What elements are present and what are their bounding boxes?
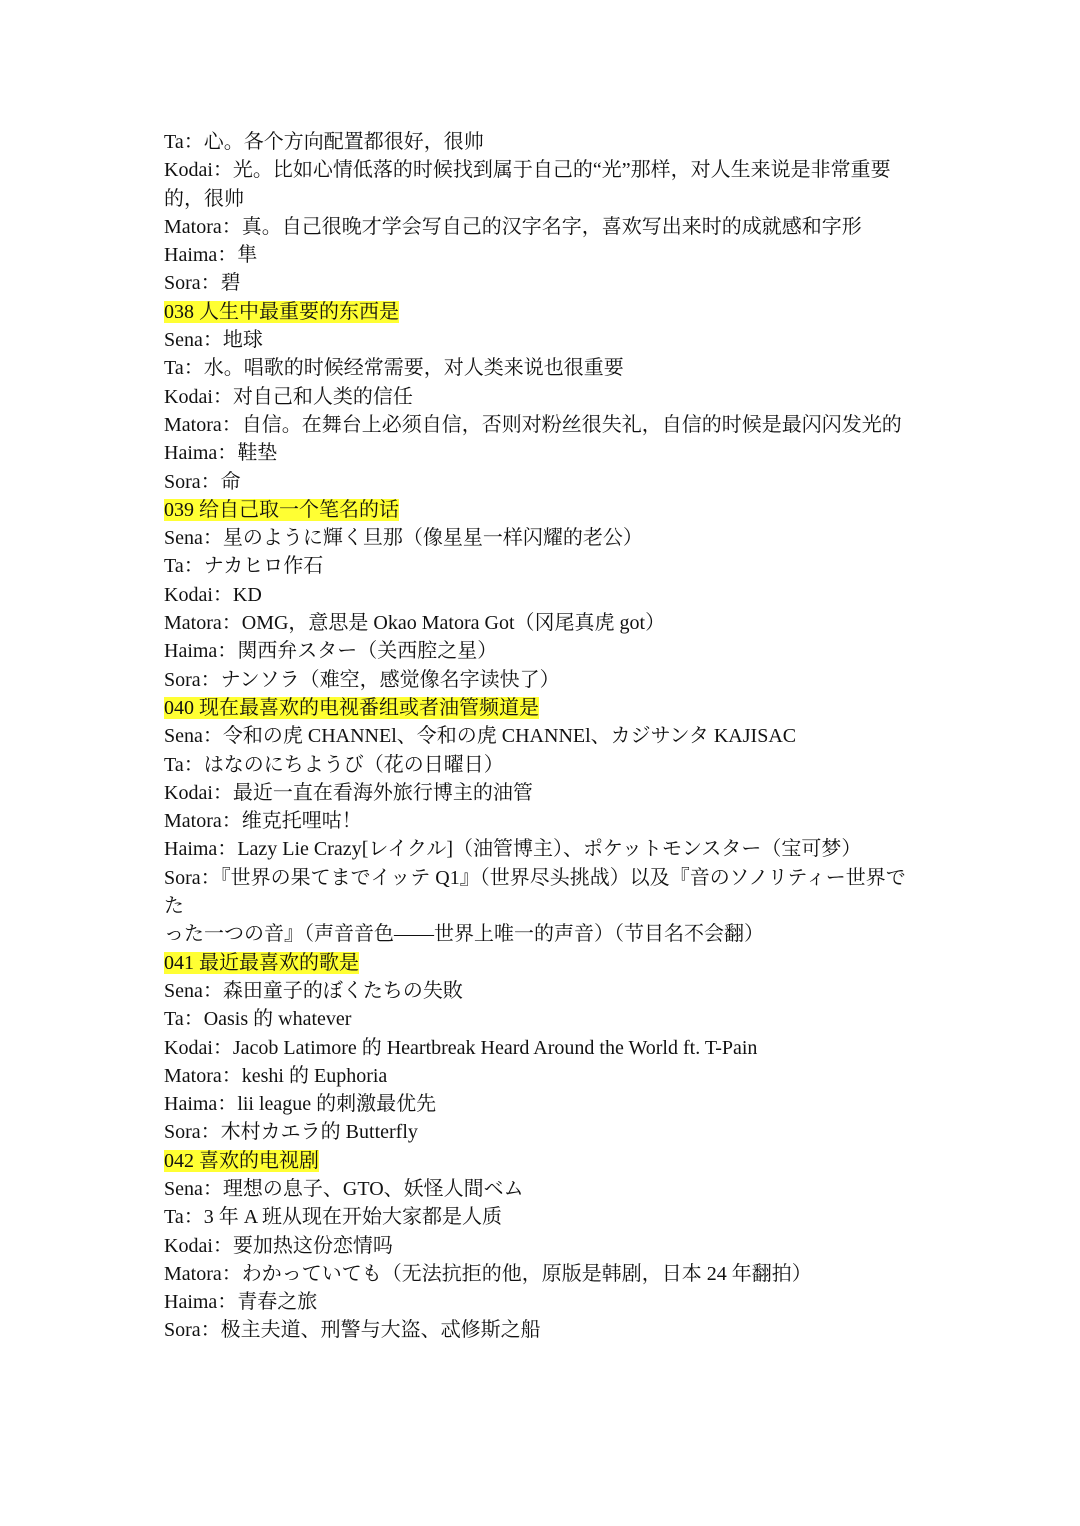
answer-text: keshi 的 Euphoria (241, 1064, 388, 1087)
answer-line (164, 439, 924, 467)
question-heading (164, 298, 924, 326)
speaker-name: Ta： (164, 1206, 204, 1229)
speaker-name: Kodai： (164, 159, 233, 182)
highlighted-question-text: 040 现在最喜欢的电视番组或者油管频道是 (164, 696, 539, 719)
speaker-name: Ta： (164, 753, 204, 776)
speaker-name: Sora： (164, 1319, 221, 1342)
answer-text: ナンソラ（难空，感觉像名字读快了） (220, 668, 560, 691)
speaker-name: Sora： (164, 668, 221, 691)
document-page (164, 128, 924, 1345)
speaker-name: Ta： (164, 357, 204, 380)
answer-text: 维克托哩咕！ (241, 810, 362, 833)
answer-text: 鞋垫 (237, 442, 278, 465)
answer-line (164, 1005, 924, 1033)
answer-text: 真。自己很晚才学会写自己的汉字名字，喜欢写出来时的成就感和字形 (241, 215, 862, 238)
speaker-name: Kodai： (164, 1036, 233, 1059)
speaker-name: Haima： (164, 640, 238, 663)
answer-line (164, 524, 924, 552)
answer-text: Jacob Latimore 的 Heartbreak Heard Around the World ft. T-Pain (232, 1036, 758, 1059)
answer-text: 令和の虎 CHANNEl、令和の虎 CHANNEl、カジサンタ KAJISAC (222, 725, 797, 748)
answer-text: 对自己和人类的信任 (232, 385, 413, 408)
answer-line (164, 411, 924, 439)
answer-line (164, 552, 924, 580)
answer-line (164, 581, 924, 609)
answer-line (164, 1175, 924, 1203)
answer-text: 碧 (220, 272, 241, 295)
answer-text: はなのにちようび（花の日曜日） (203, 753, 504, 776)
answer-line (164, 1260, 924, 1288)
speaker-name: Sora： (164, 866, 221, 889)
answer-line (164, 1062, 924, 1090)
answer-line (164, 977, 924, 1005)
speaker-name: Kodai： (164, 781, 233, 804)
answer-text: Lazy Lie Crazy[レイクル]（油管博主）、ポケットモンスター（宝可梦） (237, 838, 862, 861)
answer-text: 光。比如心情低落的时候找到属于自己的“光”那样，对人生来说是非常重要的，很帅 (164, 159, 891, 210)
question-heading (164, 496, 924, 524)
answer-line (164, 1232, 924, 1260)
highlighted-question-text: 041 最近最喜欢的歌是 (164, 951, 359, 974)
speaker-name: Sena： (164, 1177, 223, 1200)
answer-text: OMG，意思是 Okao Matora Got（冈尾真虎 got） (241, 612, 666, 635)
answer-text: 极主夫道、刑警与大盗、忒修斯之船 (220, 1319, 541, 1342)
speaker-name: Matora： (164, 413, 242, 436)
answer-text: 心。各个方向配置都很好，很帅 (203, 131, 484, 153)
speaker-name: Haima： (164, 1093, 238, 1116)
speaker-name: Ta： (164, 131, 204, 153)
answer-text: 木村カエラ的 Butterfly (220, 1121, 418, 1144)
answer-text: 関西弁スター（关西腔之星） (237, 640, 498, 663)
speaker-name: Kodai： (164, 385, 233, 408)
answer-line (164, 751, 924, 779)
answer-text: KD (232, 583, 262, 606)
highlighted-question-text: 039 给自己取一个笔名的话 (164, 498, 399, 521)
answer-line (164, 354, 924, 382)
answer-line (164, 1118, 924, 1146)
speaker-name: Matora： (164, 1262, 242, 1285)
answer-text: 『世界の果てまでイッテ Q1』（世界尽头挑战）以及『音のソノリティー世界でた (164, 866, 906, 918)
speaker-name: Haima： (164, 838, 238, 861)
answer-text: 理想の息子、GTO、妖怪人間ベム (222, 1177, 524, 1200)
answer-line (164, 156, 924, 213)
question-heading (164, 694, 924, 722)
speaker-name: Ta： (164, 1008, 204, 1031)
speaker-name: Sena： (164, 979, 223, 1002)
answer-text: 自信。在舞台上必须自信，否则对粉丝很失礼，自信的时候是最闪闪发光的 (241, 413, 902, 436)
answer-line (164, 835, 924, 863)
answer-line (164, 1288, 924, 1316)
answer-line (164, 722, 924, 750)
highlighted-question-text: 038 人生中最重要的东西是 (164, 300, 399, 323)
answer-text: 隼 (237, 244, 258, 267)
speaker-name: Matora： (164, 612, 242, 635)
answer-line (164, 666, 924, 694)
answer-line (164, 1203, 924, 1231)
answer-text: わかっていても（无法抗拒的他，原版是韩剧，日本 24 年翻拍） (241, 1262, 812, 1285)
answer-line (164, 326, 924, 354)
speaker-name: Haima： (164, 442, 238, 465)
speaker-name: Sora： (164, 272, 221, 295)
speaker-name: Matora： (164, 1064, 242, 1087)
answer-line (164, 864, 924, 921)
speaker-name: Haima： (164, 244, 238, 267)
answer-line (164, 241, 924, 269)
speaker-name: Matora： (164, 810, 242, 833)
answer-line (164, 1316, 924, 1344)
answer-line (164, 637, 924, 665)
answer-line (164, 807, 924, 835)
speaker-name: Ta： (164, 555, 204, 578)
answer-line (164, 609, 924, 637)
answer-line (164, 468, 924, 496)
answer-line (164, 779, 924, 807)
speaker-name: Kodai： (164, 1234, 233, 1257)
answer-text: 要加热这份恋情吗 (232, 1234, 393, 1257)
answer-text: 命 (220, 470, 241, 493)
speaker-name: Matora： (164, 215, 242, 238)
answer-text: 青春之旅 (237, 1291, 318, 1314)
answer-continuation-line: った一つの音』（声音音色——世界上唯一的声音）（节目名不会翻） (164, 923, 764, 946)
answer-text: 星のように輝く旦那（像星星一样闪耀的老公） (222, 527, 643, 550)
answer-text: 3 年 A 班从现在开始大家都是人质 (203, 1206, 503, 1229)
speaker-name: Sora： (164, 1121, 221, 1144)
answer-line (164, 213, 924, 241)
answer-text: 森田童子的ぼくたちの失敗 (222, 979, 463, 1002)
speaker-name: Kodai： (164, 583, 233, 606)
answer-line (164, 1090, 924, 1118)
answer-line (164, 383, 924, 411)
answer-line (164, 128, 924, 156)
answer-text: 最近一直在看海外旅行博主的油管 (232, 781, 533, 804)
answer-text: 水。唱歌的时候经常需要，对人类来说也很重要 (203, 357, 624, 380)
answer-text: Oasis 的 whatever (203, 1008, 352, 1031)
question-heading (164, 949, 924, 977)
question-heading (164, 1147, 924, 1175)
answer-text: lii league 的刺激最优先 (237, 1093, 437, 1116)
speaker-name: Sena： (164, 329, 223, 352)
speaker-name: Haima： (164, 1291, 238, 1314)
answer-line (164, 269, 924, 297)
speaker-name: Sena： (164, 725, 223, 748)
speaker-name: Sena： (164, 527, 223, 550)
answer-text: 地球 (222, 329, 263, 352)
answer-line (164, 1034, 924, 1062)
speaker-name: Sora： (164, 470, 221, 493)
answer-text: ナカヒロ作石 (203, 555, 324, 578)
highlighted-question-text: 042 喜欢的电视剧 (164, 1149, 319, 1172)
